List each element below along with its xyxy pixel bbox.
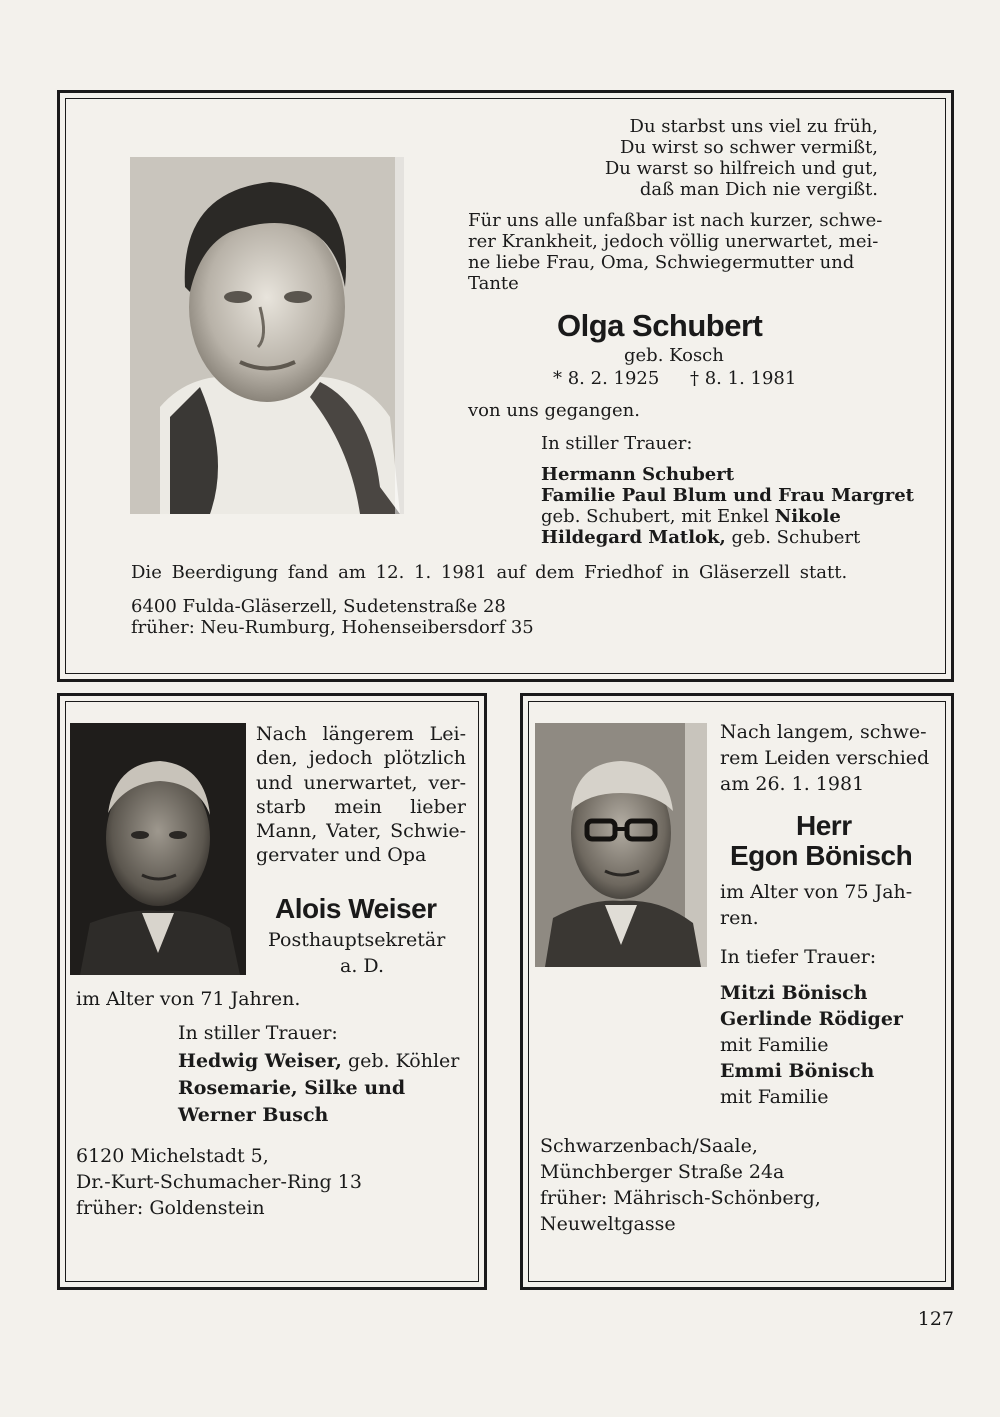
mourner-3-grandchild: Nikole bbox=[774, 506, 841, 527]
mourner-2: Familie Paul Blum und Frau Margret bbox=[541, 485, 914, 506]
right-intro-line-2: rem Leiden verschied bbox=[720, 747, 930, 769]
address-line-2: Dr.-Kurt-Schumacher-Ring 13 bbox=[76, 1171, 362, 1193]
left-intro-line-5: Mann, Vater, Schwie- bbox=[256, 820, 466, 843]
intro-line-1: Für uns alle unfaßbar ist nach kurzer, schwe- bbox=[468, 210, 883, 231]
mourner-3: Werner Busch bbox=[178, 1104, 329, 1126]
title-line-2: a. D. bbox=[340, 955, 385, 977]
poem-line-4: daß man Dich nie vergißt. bbox=[639, 179, 878, 200]
portrait-photo-olga-schubert bbox=[130, 157, 404, 514]
left-intro-line-2: den, jedoch plötzlich bbox=[256, 747, 466, 770]
address-line-2: Münchberger Straße 24a bbox=[540, 1161, 785, 1183]
honorific: Herr bbox=[796, 810, 852, 841]
left-intro-line-4: starb mein lieber bbox=[256, 795, 466, 818]
mourner-1: Hermann Schubert bbox=[541, 464, 735, 485]
mourner-3 bbox=[541, 506, 841, 527]
poem-line-2: Du wirst so schwer vermißt, bbox=[619, 137, 878, 158]
birth-name: geb. Kosch bbox=[624, 345, 724, 366]
portrait-photo-alois-weiser bbox=[70, 723, 246, 975]
mourning-label: In stiller Trauer: bbox=[178, 1022, 338, 1044]
mourner-2: Gerlinde Rödiger bbox=[720, 1008, 903, 1030]
right-intro-line-3: am 26. 1. 1981 bbox=[720, 773, 865, 795]
mourning-label: In stiller Trauer: bbox=[541, 433, 693, 454]
poem-line-1: Du starbst uns viel zu früh, bbox=[629, 116, 878, 137]
intro-line-4: Tante bbox=[468, 273, 519, 294]
address-line-1: 6400 Fulda-Gläserzell, Sudetenstraße 28 bbox=[131, 596, 506, 617]
left-intro-line-6: gervater und Opa bbox=[256, 844, 427, 867]
page-number: 127 bbox=[917, 1308, 954, 1330]
mourner-1 bbox=[178, 1051, 459, 1072]
address-line-1: Schwarzenbach/Saale, bbox=[540, 1135, 758, 1157]
mourner-4-name: Hildegard Matlok, bbox=[541, 527, 726, 548]
mourner-1-name: Hedwig Weiser, bbox=[178, 1050, 342, 1072]
address-line-3: früher: Goldenstein bbox=[76, 1197, 265, 1219]
deceased-name: Egon Bönisch bbox=[730, 840, 913, 871]
address-line-4: Neuweltgasse bbox=[540, 1213, 676, 1235]
intro-line-2: rer Krankheit, jedoch völlig unerwartet, mei- bbox=[468, 231, 879, 252]
mourner-3-text: geb. Schubert, mit Enkel bbox=[541, 506, 775, 527]
age-text: im Alter von 71 Jahren. bbox=[76, 988, 301, 1010]
mourner-3: mit Familie bbox=[720, 1034, 829, 1056]
mourner-2: Rosemarie, Silke und bbox=[178, 1077, 406, 1099]
funeral-notice: Die Beerdigung fand am 12. 1. 1981 auf dem Friedhof in Gläserzell statt. bbox=[131, 562, 848, 583]
title-line-1: Posthauptsekretär bbox=[268, 929, 446, 951]
address-line-3: früher: Mährisch-Schönberg, bbox=[540, 1187, 821, 1209]
death-date: † 8. 1. 1981 bbox=[690, 368, 797, 389]
address-line-1: 6120 Michelstadt 5, bbox=[76, 1145, 269, 1167]
deceased-name: Alois Weiser bbox=[275, 893, 437, 924]
mourner-4 bbox=[541, 527, 860, 548]
mourner-4: Emmi Bönisch bbox=[720, 1060, 875, 1082]
address-line-2: früher: Neu-Rumburg, Hohenseibersdorf 35 bbox=[131, 617, 534, 638]
age-line-2: ren. bbox=[720, 907, 759, 929]
passed-away-text: von uns gegangen. bbox=[468, 400, 640, 421]
left-intro-line-3: und unerwartet, ver- bbox=[256, 771, 466, 794]
right-intro-line-1: Nach langem, schwe- bbox=[720, 721, 927, 743]
portrait-photo-egon-boenisch bbox=[535, 723, 707, 967]
age-line-1: im Alter von 75 Jah- bbox=[720, 881, 913, 903]
birth-date: * 8. 2. 1925 bbox=[553, 368, 660, 389]
mourning-label: In tiefer Trauer: bbox=[720, 946, 877, 968]
left-intro-line-1: Nach längerem Lei- bbox=[256, 723, 466, 745]
mourner-1-text: geb. Köhler bbox=[341, 1050, 460, 1072]
mourner-1: Mitzi Bönisch bbox=[720, 982, 868, 1004]
mourner-5: mit Familie bbox=[720, 1086, 829, 1108]
left-intro bbox=[256, 722, 466, 868]
mourner-4-text: geb. Schubert bbox=[725, 527, 861, 548]
deceased-name: Olga Schubert bbox=[557, 308, 763, 343]
poem-line-3: Du warst so hilfreich und gut, bbox=[604, 158, 878, 179]
intro-line-3: ne liebe Frau, Oma, Schwiegermutter und bbox=[468, 252, 855, 273]
